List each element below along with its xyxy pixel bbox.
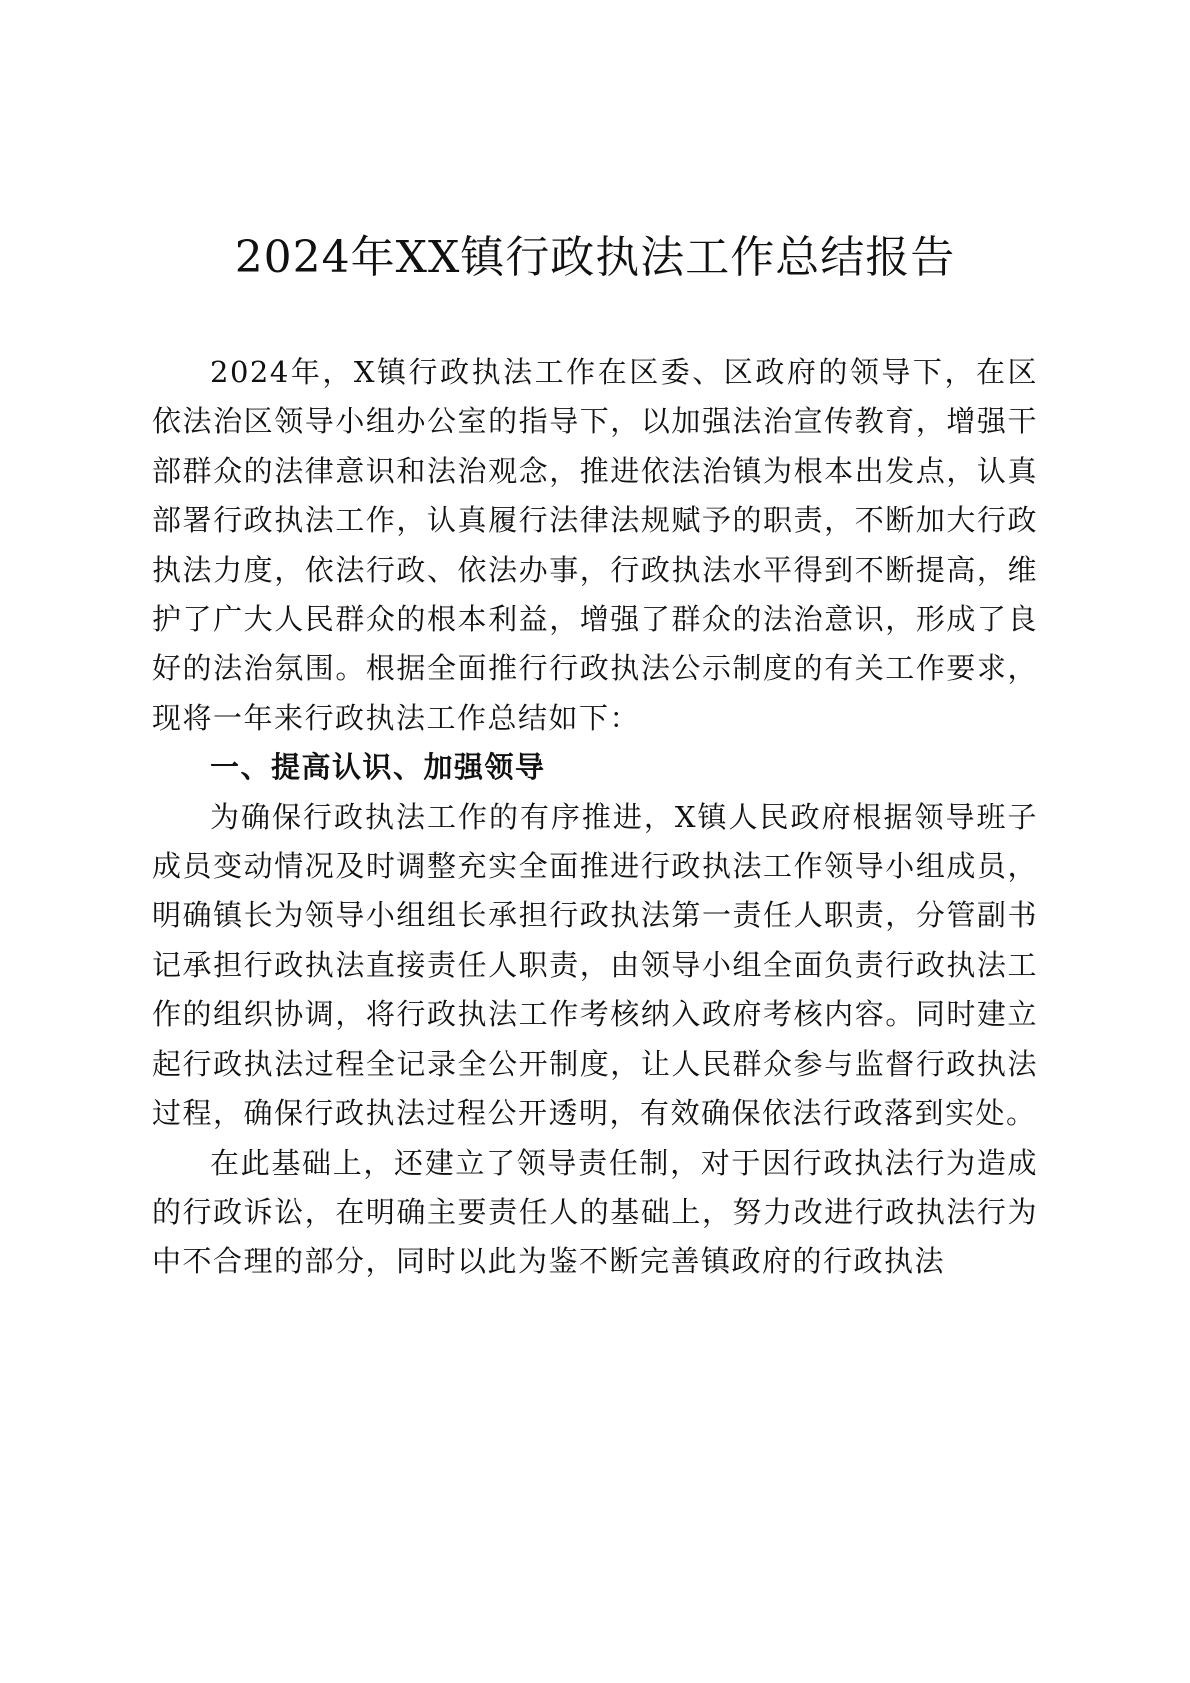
section-heading: 一、提高认识、加强领导 <box>210 750 546 785</box>
document-body <box>152 348 1038 1287</box>
section-paragraph: 在此基础上，还建立了领导责任制，对于因行政执法行为造成的行政诉讼，在明确主要责任人的基础上，努力改进行政执法行为中不合理的部分，同时以此为鉴不断完善镇政府的行政执法 <box>152 1145 1038 1279</box>
section-paragraph: 为确保行政执法工作的有序推进，X镇人民政府根据领导班子成员变动情况及时调整充实全面推进行政执法工作领导小组成员，明确镇长为领导小组组长承担行政执法第一责任人职责，分管副书记承担行政执法直接责任人职责，由领导小组全面负责行政执法工作的组织协调，将行政执法工作考核纳入政府考核内容。同时建立起行政执法过程全记录全公开制度，让人民群众参与监督行政执法过程，确保行政执法过程公开透明，有效确保依法行政落到实处。 <box>152 799 1038 1131</box>
intro-paragraph: 2024年，X镇行政执法工作在区委、区政府的领导下，在区依法治区领导小组办公室的指导下，以加强法治宣传教育，增强干部群众的法律意识和法治观念，推进依法治镇为根本出发点，认真部署行政执法工作，认真履行法律法规赋予的职责，不断加大行政执法力度，依法行政、依法办事，行政执法水平得到不断提高，维护了广大人民群众的根本利益，增强了群众的法治意识，形成了良好的法治氛围。根据全面推行行政执法公示制度的有关工作要求，现将一年来行政执法工作总结如下： <box>152 355 1038 735</box>
document-title: 2024年XX镇行政执法工作总结报告 <box>234 232 956 283</box>
